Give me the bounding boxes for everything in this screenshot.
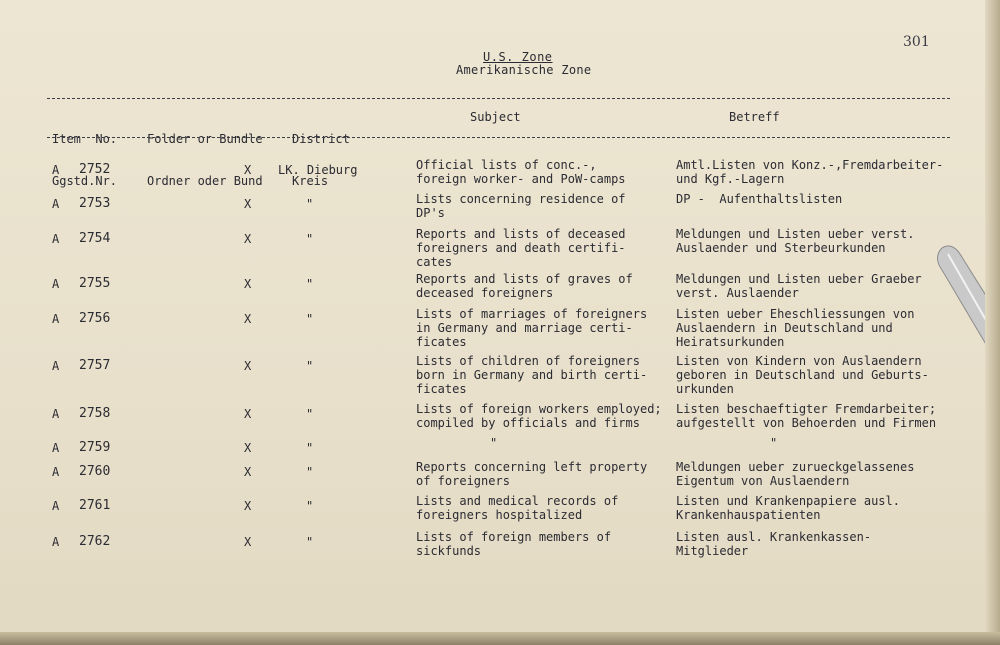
item-prefix: A (52, 277, 60, 291)
subject-line: compiled by officials and firms (416, 416, 640, 430)
subject-line: deceased foreigners (416, 286, 554, 300)
betreff-line: Krankenhauspatienten (676, 508, 821, 522)
folder-mark: X (244, 197, 252, 211)
folder-mark: X (244, 359, 252, 373)
betreff-line: Meldungen und Listen ueber Graeber (676, 272, 922, 286)
header-district (292, 104, 350, 216)
subject-line: Lists concerning residence of (416, 192, 626, 206)
district-name: " (306, 277, 314, 291)
header-district-de: Kreis (292, 174, 329, 188)
subject-line: foreigners hospitalized (416, 508, 583, 522)
subject-line: Reports concerning left property (416, 460, 648, 474)
folder-mark: X (244, 499, 252, 513)
subject-line: in Germany and marriage certi- (416, 321, 633, 335)
betreff-line: urkunden (676, 382, 734, 396)
betreff-line: Auslaendern in Deutschland und (676, 321, 893, 335)
betreff-line: Auslaender und Sterbeurkunden (676, 241, 886, 255)
district-name: " (306, 441, 314, 455)
header-rule-bottom (47, 137, 950, 138)
betreff-line: Amtl.Listen von Konz.-,Fremdarbeiter- (676, 158, 944, 172)
item-number: 2760 (79, 464, 111, 479)
betreff-line: Listen und Krankenpapiere ausl. (676, 494, 900, 508)
subject-line: " (490, 436, 498, 450)
header-rule-top (47, 98, 950, 99)
item-prefix: A (52, 232, 60, 246)
item-number: 2757 (79, 358, 111, 373)
header-subject: Subject (470, 110, 521, 124)
subject-line: sickfunds (416, 544, 482, 558)
betreff-line: aufgestellt von Behoerden und Firmen (676, 416, 937, 430)
item-number: 2761 (79, 498, 111, 513)
zone-subtitle: Amerikanische Zone (456, 63, 592, 77)
subject-line: Lists of marriages of foreigners (416, 307, 648, 321)
subject-line: foreigners and death certifi- (416, 241, 626, 255)
item-prefix: A (52, 407, 60, 421)
betreff-line: DP - Aufenthaltslisten (676, 192, 843, 206)
betreff-line: Listen ueber Eheschliessungen von (676, 307, 915, 321)
header-folder-en: Folder or Bundle (147, 132, 263, 146)
item-number: 2755 (79, 276, 111, 291)
item-number: 2754 (79, 231, 111, 246)
subject-line: ficates (416, 382, 467, 396)
folder-mark: X (244, 163, 252, 177)
betreff-line: Listen beschaeftigter Fremdarbeiter; (676, 402, 937, 416)
header-folder-de: Ordner oder Bund (147, 174, 263, 188)
district-name: " (306, 407, 314, 421)
subject-line: foreign worker- and PoW-camps (416, 172, 626, 186)
district-name: LK. Dieburg (278, 163, 358, 177)
folder-mark: X (244, 232, 252, 246)
betreff-line: Listen ausl. Krankenkassen- (676, 530, 872, 544)
district-name: " (306, 359, 314, 373)
subject-line: ficates (416, 335, 467, 349)
item-number: 2758 (79, 406, 111, 421)
betreff-line: Eigentum von Auslaendern (676, 474, 850, 488)
zone-title: U.S. Zone (483, 50, 553, 64)
folder-mark: X (244, 312, 252, 326)
item-prefix: A (52, 499, 60, 513)
betreff-line: Mitglieder (676, 544, 749, 558)
district-name: " (306, 499, 314, 513)
subject-line: of foreigners (416, 474, 510, 488)
betreff-line: Heiratsurkunden (676, 335, 785, 349)
district-name: " (306, 465, 314, 479)
item-prefix: A (52, 197, 60, 211)
betreff-line: " (770, 436, 778, 450)
folder-mark: X (244, 277, 252, 291)
item-prefix: A (52, 441, 60, 455)
page-edge-right (985, 0, 1000, 645)
folder-mark: X (244, 441, 252, 455)
item-prefix: A (52, 535, 60, 549)
item-number: 2762 (79, 534, 111, 549)
folder-mark: X (244, 407, 252, 421)
item-prefix: A (52, 163, 60, 177)
header-item-en: Item No. (52, 132, 118, 146)
subject-line: Lists and medical records of (416, 494, 619, 508)
district-name: " (306, 197, 314, 211)
betreff-line: geboren in Deutschland und Geburts- (676, 368, 929, 382)
subject-line: Lists of children of foreigners (416, 354, 640, 368)
header-item-de: Ggstd.Nr. (52, 174, 118, 188)
subject-line: born in Germany and birth certi- (416, 368, 648, 382)
betreff-line: und Kgf.-Lagern (676, 172, 785, 186)
district-name: " (306, 312, 314, 326)
folder-mark: X (244, 465, 252, 479)
subject-line: Reports and lists of graves of (416, 272, 633, 286)
betreff-line: Listen von Kindern von Auslaendern (676, 354, 922, 368)
item-number: 2759 (79, 440, 111, 455)
district-name: " (306, 535, 314, 549)
item-prefix: A (52, 359, 60, 373)
subject-line: cates (416, 255, 453, 269)
header-betreff: Betreff (729, 110, 780, 124)
folder-mark: X (244, 535, 252, 549)
item-number: 2753 (79, 196, 111, 211)
page-number: 301 (903, 34, 930, 50)
subject-line: Lists of foreign workers employed; (416, 402, 662, 416)
district-name: " (306, 232, 314, 246)
subject-line: DP's (416, 206, 445, 220)
item-number: 2752 (79, 162, 111, 177)
betreff-line: verst. Auslaender (676, 286, 799, 300)
item-prefix: A (52, 465, 60, 479)
subject-line: Lists of foreign members of (416, 530, 612, 544)
subject-line: Official lists of conc.-, (416, 158, 597, 172)
header-district-en: District (292, 132, 350, 146)
item-number: 2756 (79, 311, 111, 326)
page-edge-bottom (0, 632, 1000, 645)
subject-line: Reports and lists of deceased (416, 227, 626, 241)
betreff-line: Meldungen ueber zurueckgelassenes (676, 460, 915, 474)
betreff-line: Meldungen und Listen ueber verst. (676, 227, 915, 241)
item-prefix: A (52, 312, 60, 326)
